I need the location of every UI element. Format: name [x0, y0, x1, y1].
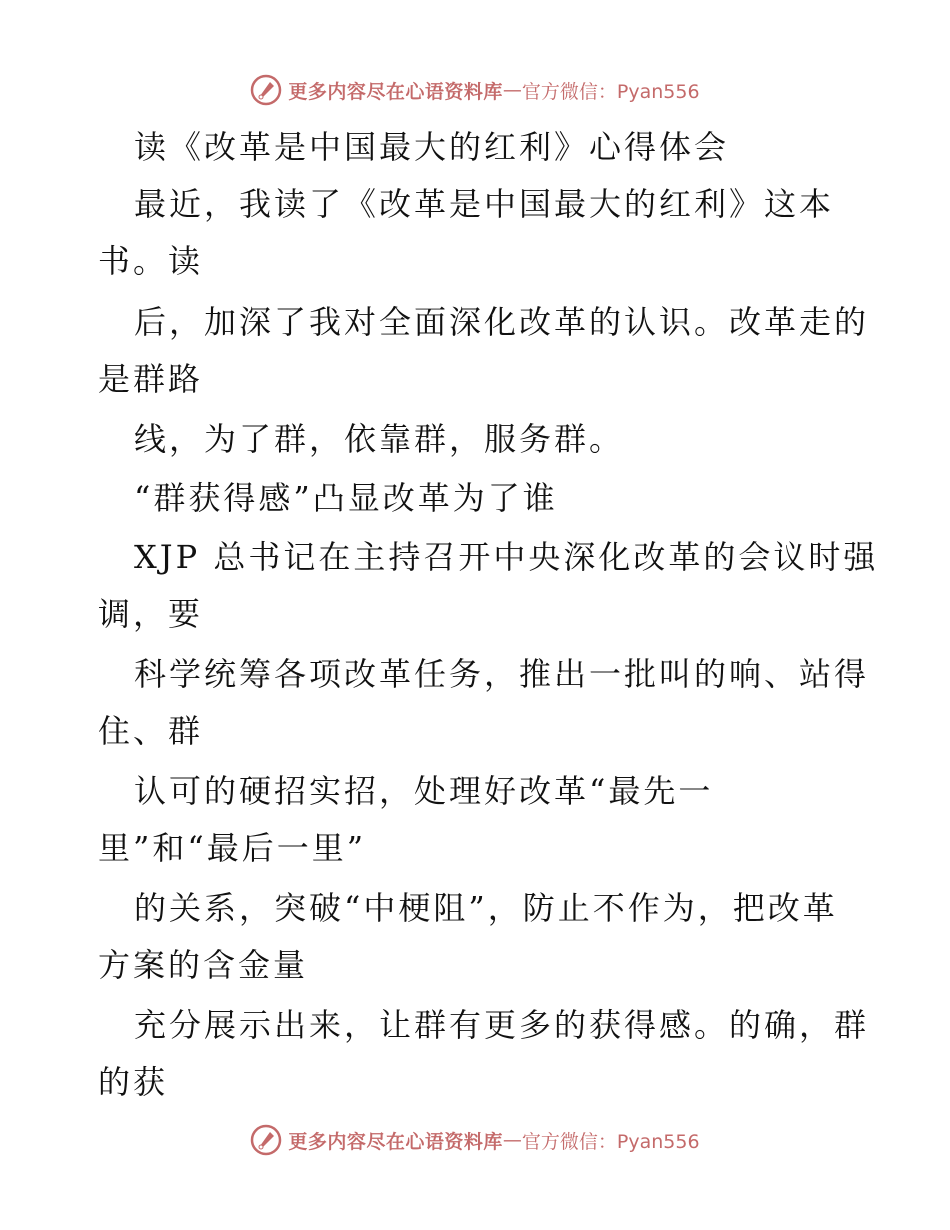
- section-heading: “群获得感”凸显改革为了谁: [134, 479, 558, 517]
- paragraph-line: 科学统筹各项改革任务，推出一批叫的响、站得: [134, 655, 870, 693]
- banner-contact: 官方微信：Pyan556: [521, 80, 700, 103]
- paragraph-line: 住、群: [98, 712, 204, 750]
- paragraph-line: 线，为了群，依靠群，服务群。: [134, 420, 625, 458]
- paragraph-line: 充分展示出来，让群有更多的获得感。的确，群: [134, 1006, 870, 1044]
- banner-title: 更多内容尽在心语资料库: [288, 1130, 503, 1153]
- document-title: 读《改革是中国最大的红利》心得体会: [134, 128, 730, 166]
- paragraph-line: 最近，我读了《改革是中国最大的红利》这本: [134, 185, 835, 223]
- footer-banner: [0, 1120, 950, 1160]
- paragraph-line: 认可的硬招实招，处理好改革“最先一: [134, 772, 714, 810]
- paragraph-line: 后，加深了我对全面深化改革的认识。改革走的: [134, 303, 870, 341]
- paragraph-line: XJP 总书记在主持召开中央深化改革的会议时强: [134, 538, 879, 576]
- paragraph-line: 的关系，突破“中梗阻”，防止不作为，把改革: [134, 889, 838, 927]
- banner-contact: 官方微信：Pyan556: [521, 1130, 700, 1153]
- paragraph-line: 的获: [98, 1063, 169, 1101]
- banner-title: 更多内容尽在心语资料库: [288, 80, 503, 103]
- header-banner: [0, 70, 950, 110]
- banner-separator: —: [502, 1129, 522, 1151]
- paragraph-line: 书。读: [98, 242, 204, 280]
- paragraph-line: 是群路: [98, 360, 204, 398]
- banner-separator: —: [502, 79, 522, 101]
- paragraph-line: 调，要: [98, 595, 204, 633]
- pen-nib-logo-icon: [250, 1124, 282, 1156]
- pen-nib-logo-icon: [250, 74, 282, 106]
- paragraph-line: 里”和“最后一里”: [98, 829, 367, 867]
- paragraph-line: 方案的含金量: [98, 946, 309, 984]
